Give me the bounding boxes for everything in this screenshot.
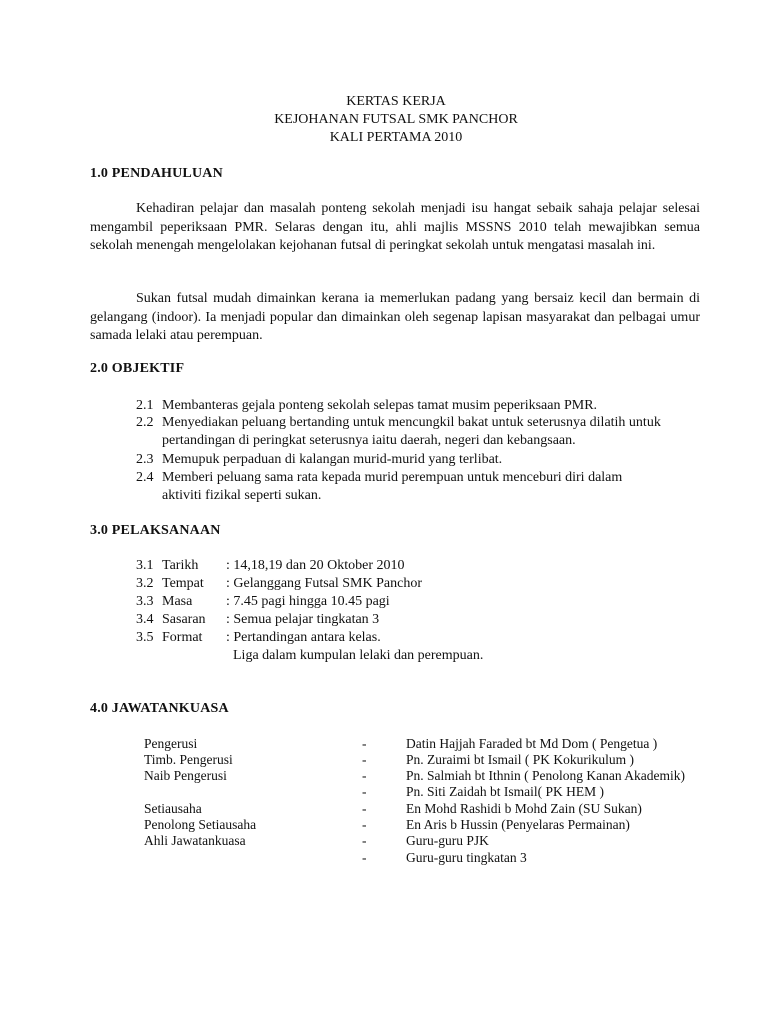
doc-title-line-2: KEJOHANAN FUTSAL SMK PANCHOR (274, 112, 518, 127)
pelaksanaan-number: 3.3 (136, 594, 154, 609)
committee-role: Timb. Pengerusi (144, 752, 233, 767)
section-heading-pelaksanaan: 3.0 PELAKSANAAN (90, 523, 221, 538)
committee-name: Pn. Zuraimi bt Ismail ( PK Kokurikulum ) (406, 752, 634, 767)
pelaksanaan-label: Masa (162, 594, 193, 609)
pelaksanaan-row (136, 575, 422, 593)
committee-name: Guru-guru tingkatan 3 (406, 850, 527, 865)
objektif-number: 2.4 (136, 470, 154, 485)
pelaksanaan-number: 3.4 (136, 612, 154, 627)
committee-name: En Mohd Rashidi b Mohd Zain (SU Sukan) (406, 801, 642, 816)
committee-name: En Aris b Hussin (Penyelaras Permainan) (406, 817, 630, 832)
committee-dash: - (362, 817, 367, 832)
objektif-number: 2.1 (136, 398, 154, 413)
paragraph-pendahuluan-1 (90, 200, 700, 256)
pelaksanaan-value: : Pertandingan antara kelas. (226, 630, 381, 645)
paragraph-pendahuluan-2 (90, 290, 700, 346)
objektif-item (136, 451, 716, 469)
section-heading-jawatankuasa: 4.0 JAWATANKUASA (90, 701, 229, 716)
objektif-text: Membanteras gejala ponteng sekolah selepas tamat musim peperiksaan PMR. (162, 398, 598, 413)
pelaksanaan-number: 3.1 (136, 558, 154, 573)
committee-name: Guru-guru PJK (406, 833, 489, 848)
paragraph-text: Kehadiran pelajar dan masalah ponteng sekolah menjadi isu hangat sebaik sahaja pelajar selesai mengambil peperiksaan PMR. Selaras dengan itu, ahli majlis MSSNS 2010 telah mewajibkan semua sekolah menengah mengelolakan kejohanan futsal di peringkat sekolah untuk mengatasi masalah ini. (90, 201, 700, 254)
objektif-number: 2.3 (136, 452, 154, 467)
pelaksanaan-label: Tempat (162, 576, 204, 591)
pelaksanaan-value: : Semua pelajar tingkatan 3 (226, 612, 380, 627)
objektif-item (136, 469, 716, 504)
committee-dash: - (362, 736, 367, 751)
objektif-item (136, 397, 716, 415)
pelaksanaan-number: 3.5 (136, 630, 154, 645)
pelaksanaan-row (136, 593, 390, 611)
committee-dash: - (362, 801, 367, 816)
committee-role: Pengerusi (144, 736, 198, 751)
pelaksanaan-label: Tarikh (162, 558, 199, 573)
committee-name: Pn. Siti Zaidah bt Ismail( PK HEM ) (406, 784, 604, 799)
committee-dash: - (362, 784, 367, 799)
pelaksanaan-format-continued: Liga dalam kumpulan lelaki dan perempuan. (233, 648, 484, 663)
committee-dash: - (362, 833, 367, 848)
committee-name: Datin Hajjah Faraded bt Md Dom ( Pengetua ) (406, 736, 658, 751)
committee-role: Naib Pengerusi (144, 768, 227, 783)
committee-role: Penolong Setiausaha (144, 817, 257, 832)
objektif-text: Memberi peluang sama rata kepada murid perempuan untuk menceburi diri dalam (162, 470, 623, 485)
section-heading-pendahuluan: 1.0 PENDAHULUAN (90, 166, 223, 181)
pelaksanaan-label: Format (162, 630, 203, 645)
pelaksanaan-row (136, 611, 380, 629)
committee-name: Pn. Salmiah bt Ithnin ( Penolong Kanan Akademik) (406, 768, 685, 783)
committee-dash: - (362, 752, 367, 767)
objektif-text-continued: pertandingan di peringkat seterusnya iaitu daerah, negeri dan kebangsaan. (162, 432, 576, 448)
committee-role: Setiausaha (144, 801, 202, 816)
doc-title-line-3: KALI PERTAMA 2010 (329, 130, 463, 145)
objektif-number: 2.2 (136, 415, 154, 430)
committee-role: Ahli Jawatankuasa (144, 833, 246, 848)
objektif-text: Memupuk perpaduan di kalangan murid-murid yang terlibat. (162, 452, 503, 467)
section-heading-objektif: 2.0 OBJEKTIF (90, 361, 185, 376)
objektif-text-continued: aktiviti fizikal seperti sukan. (162, 487, 322, 503)
objektif-text: Menyediakan peluang bertanding untuk mencungkil bakat untuk seterusnya dilatih untuk (162, 415, 661, 430)
pelaksanaan-row (136, 629, 381, 647)
doc-title-line-1: KERTAS KERJA (346, 94, 446, 109)
paragraph-text: Sukan futsal mudah dimainkan kerana ia memerlukan padang yang bersaiz kecil dan bermain di gelangang (indoor). Ia menjadi popular dan dimainkan oleh segenap lapisan masyarakat dan pelbagai umur samada lelaki atau perempuan. (90, 291, 700, 344)
committee-dash: - (362, 768, 367, 783)
pelaksanaan-label: Sasaran (162, 612, 206, 627)
committee-dash: - (362, 850, 367, 865)
pelaksanaan-value: : Gelanggang Futsal SMK Panchor (226, 576, 422, 591)
pelaksanaan-value: : 14,18,19 dan 20 Oktober 2010 (226, 558, 405, 573)
pelaksanaan-row (136, 557, 405, 575)
objektif-item (136, 414, 716, 449)
pelaksanaan-value: : 7.45 pagi hingga 10.45 pagi (226, 594, 390, 609)
pelaksanaan-number: 3.2 (136, 576, 154, 591)
